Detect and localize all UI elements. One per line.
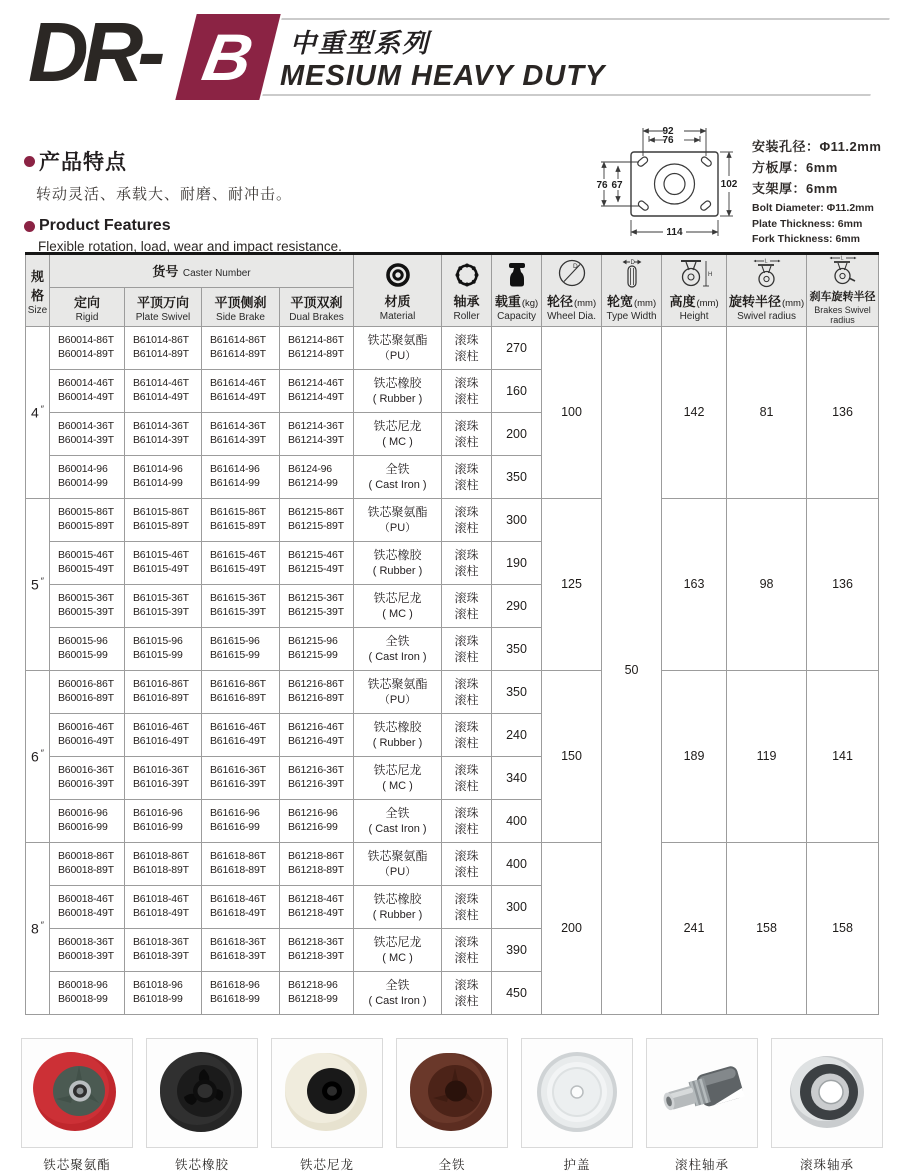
page-header xyxy=(0,5,900,108)
gallery-item xyxy=(21,1038,133,1173)
wheel-dia-cell: 100 xyxy=(542,327,602,499)
gallery-item xyxy=(771,1038,883,1173)
side-brake-cell: B61618-46T B61618-49T xyxy=(202,886,280,929)
col-type-width: D 轮宽(mm) Type Width xyxy=(602,254,662,327)
rigid-cell: B60014-86T B60014-89T xyxy=(50,327,125,370)
capacity-cell: 190 xyxy=(492,542,542,585)
spec-line: Plate Thickness: 6mm xyxy=(752,217,863,230)
gallery-item xyxy=(271,1038,383,1173)
roller-cell: 滚珠 滚柱 xyxy=(442,542,492,585)
gallery-label: 滚珠轴承 xyxy=(799,1158,854,1172)
roller-cell: 滚珠 滚柱 xyxy=(442,327,492,370)
size-cell: 6 ″ xyxy=(26,671,50,843)
col-height: H 高度(mm) Height xyxy=(662,254,727,327)
material-cell: 全铁 ( Cast Iron ) xyxy=(354,972,442,1015)
col-swivel-radius: L 旋转半径(mm) Swivel radius xyxy=(727,254,807,327)
side-brake-cell: B61614-86T B61614-89T xyxy=(202,327,280,370)
rigid-cell: B60018-36T B60018-39T xyxy=(50,929,125,972)
series-banner xyxy=(264,18,880,96)
col-rigid: 定向 Rigid xyxy=(50,288,125,327)
capacity-cell: 400 xyxy=(492,843,542,886)
gallery-label: 全铁 xyxy=(438,1158,466,1172)
dual-brakes-cell: B61214-86T B61214-89T xyxy=(280,327,354,370)
plate-swivel-cell: B61014-86T B61014-89T xyxy=(125,327,202,370)
series-title-en: MESIUM HEAVY DUTY xyxy=(280,60,606,92)
material-cell: 铁芯聚氨酯 （PU） xyxy=(354,671,442,714)
brakes-swivel-radius-cell: 141 xyxy=(807,671,879,843)
wheel-dia-cell: 125 xyxy=(542,499,602,671)
plate-swivel-cell: B61016-36T B61016-39T xyxy=(125,757,202,800)
logo-dr-text: DR- xyxy=(28,5,160,99)
capacity-cell: 350 xyxy=(492,628,542,671)
roller-cell: 滚珠 滚柱 xyxy=(442,714,492,757)
dual-brakes-cell: B61215-36T B61215-39T xyxy=(280,585,354,628)
features-title-en: Product Features xyxy=(39,217,171,234)
plate-swivel-cell: B61015-46T B61015-49T xyxy=(125,542,202,585)
gallery-item xyxy=(521,1038,633,1173)
plate-swivel-cell: B61014-36T B61014-39T xyxy=(125,413,202,456)
col-caster-number: 货号 Caster Number xyxy=(50,254,354,288)
roller-cell: 滚珠 滚柱 xyxy=(442,628,492,671)
plate-swivel-cell: B61018-46T B61018-49T xyxy=(125,886,202,929)
spec-line: 方板厚：6mm xyxy=(752,160,838,175)
pu-wheel-image xyxy=(21,1038,133,1148)
col-plate-swivel: 平顶万向 Plate Swivel xyxy=(125,288,202,327)
col-size: 规格 Size xyxy=(26,254,50,327)
dual-brakes-cell: B61216-36T B61216-39T xyxy=(280,757,354,800)
nylon-wheel-image xyxy=(271,1038,383,1148)
logo-b-letter: B xyxy=(197,20,259,94)
material-cell: 铁芯橡胶 ( Rubber ) xyxy=(354,370,442,413)
capacity-cell: 290 xyxy=(492,585,542,628)
side-brake-cell: B61614-96 B61614-99 xyxy=(202,456,280,499)
roller-cell: 滚珠 滚柱 xyxy=(442,843,492,886)
capacity-cell: 450 xyxy=(492,972,542,1015)
dual-brakes-cell: B61216-86T B61216-89T xyxy=(280,671,354,714)
col-roller: 轴承 Roller xyxy=(442,254,492,327)
swivel-radius-cell: 81 xyxy=(727,327,807,499)
plate-specs xyxy=(752,140,881,250)
weight-icon xyxy=(492,259,541,289)
brake-swivel-radius-icon xyxy=(807,256,878,286)
svg-text:L: L xyxy=(840,255,844,262)
side-brake-cell: B61615-96 B61615-99 xyxy=(202,628,280,671)
roller-cell: 滚珠 滚柱 xyxy=(442,972,492,1015)
height-cell: 142 xyxy=(662,327,727,499)
col-wheel-dia: D 轮径(mm) Wheel Dia. xyxy=(542,254,602,327)
col-material: 材质 Material xyxy=(354,254,442,327)
material-icon xyxy=(354,259,441,289)
capacity-cell: 400 xyxy=(492,800,542,843)
dim-top-inner: 76 xyxy=(662,135,674,146)
spec-line: Bolt Diameter: Φ11.2mm xyxy=(752,202,874,214)
rigid-cell: B60018-86T B60018-89T xyxy=(50,843,125,886)
material-cell: 铁芯尼龙 ( MC ) xyxy=(354,585,442,628)
swivel-radius-cell: 119 xyxy=(727,671,807,843)
spec-row xyxy=(26,843,879,886)
capacity-cell: 350 xyxy=(492,456,542,499)
plate-swivel-cell: B61015-86T B61015-89T xyxy=(125,499,202,542)
roller-cell: 滚珠 滚柱 xyxy=(442,499,492,542)
spec-table xyxy=(25,252,879,1015)
brakes-swivel-radius-cell: 158 xyxy=(807,843,879,1015)
side-brake-cell: B61615-46T B61615-49T xyxy=(202,542,280,585)
rigid-cell: B60018-96 B60018-99 xyxy=(50,972,125,1015)
capacity-cell: 240 xyxy=(492,714,542,757)
dual-brakes-cell: B6124-96 B61214-99 xyxy=(280,456,354,499)
dual-brakes-cell: B61214-46T B61214-49T xyxy=(280,370,354,413)
material-cell: 铁芯尼龙 ( MC ) xyxy=(354,413,442,456)
bullet-icon xyxy=(24,221,35,232)
material-cell: 铁芯聚氨酯 （PU） xyxy=(354,843,442,886)
plate-swivel-cell: B61018-86T B61018-89T xyxy=(125,843,202,886)
spec-row xyxy=(26,499,879,542)
roller-bearing-image xyxy=(646,1038,758,1148)
size-cell: 5 ″ xyxy=(26,499,50,671)
gallery-label: 铁芯聚氨酯 xyxy=(43,1158,111,1172)
rigid-cell: B60015-46T B60015-49T xyxy=(50,542,125,585)
roller-cell: 滚珠 滚柱 xyxy=(442,585,492,628)
wheel-dia-cell: 150 xyxy=(542,671,602,843)
roller-cell: 滚珠 滚柱 xyxy=(442,456,492,499)
rigid-cell: B60018-46T B60018-49T xyxy=(50,886,125,929)
bullet-icon xyxy=(24,156,35,167)
dim-right: 102 xyxy=(720,179,738,190)
plate-swivel-cell: B61015-36T B61015-39T xyxy=(125,585,202,628)
roller-cell: 滚珠 滚柱 xyxy=(442,929,492,972)
height-cell: 163 xyxy=(662,499,727,671)
svg-text:L: L xyxy=(764,258,768,265)
iron-wheel-image xyxy=(396,1038,508,1148)
spec-line: 支架厚：6mm xyxy=(752,181,838,196)
side-brake-cell: B61618-96 B61618-99 xyxy=(202,972,280,1015)
plate-swivel-cell: B61015-96 B61015-99 xyxy=(125,628,202,671)
mounting-plate-drawing xyxy=(593,124,751,253)
dual-brakes-cell: B61215-96 B61215-99 xyxy=(280,628,354,671)
height-cell: 241 xyxy=(662,843,727,1015)
bearing-icon xyxy=(442,259,491,289)
roller-cell: 滚珠 滚柱 xyxy=(442,413,492,456)
features-section xyxy=(24,146,544,254)
plate-swivel-cell: B61018-96 B61018-99 xyxy=(125,972,202,1015)
gallery-label: 铁芯尼龙 xyxy=(299,1158,354,1172)
material-cell: 全铁 ( Cast Iron ) xyxy=(354,456,442,499)
dual-brakes-cell: B61218-46T B61218-49T xyxy=(280,886,354,929)
dual-brakes-cell: B61216-96 B61216-99 xyxy=(280,800,354,843)
material-cell: 铁芯尼龙 ( MC ) xyxy=(354,929,442,972)
swivel-radius-cell: 158 xyxy=(727,843,807,1015)
gallery-label: 铁芯橡胶 xyxy=(174,1158,229,1172)
dual-brakes-cell: B61218-86T B61218-89T xyxy=(280,843,354,886)
capacity-cell: 300 xyxy=(492,499,542,542)
side-brake-cell: B61615-86T B61615-89T xyxy=(202,499,280,542)
dim-top-outer: 92 xyxy=(662,126,674,137)
svg-text:D: D xyxy=(630,260,635,266)
height-cell: 189 xyxy=(662,671,727,843)
side-brake-cell: B61618-86T B61618-89T xyxy=(202,843,280,886)
spec-row xyxy=(26,327,879,370)
dim-left-inner: 67 xyxy=(611,180,623,191)
gallery-label: 滚柱轴承 xyxy=(674,1158,729,1172)
rigid-cell: B60016-46T B60016-49T xyxy=(50,714,125,757)
rigid-cell: B60014-96 B60014-99 xyxy=(50,456,125,499)
col-brakes-swivel-radius: L 刹车旋转半径 Brakes Swivel radius xyxy=(807,254,879,327)
gallery-item xyxy=(396,1038,508,1173)
size-cell: 4 ″ xyxy=(26,327,50,499)
capacity-cell: 300 xyxy=(492,886,542,929)
roller-cell: 滚珠 滚柱 xyxy=(442,757,492,800)
ball-bearing-image xyxy=(771,1038,883,1148)
dual-brakes-cell: B61214-36T B61214-39T xyxy=(280,413,354,456)
dual-brakes-cell: B61216-46T B61216-49T xyxy=(280,714,354,757)
dual-brakes-cell: B61218-96 B61218-99 xyxy=(280,972,354,1015)
rigid-cell: B60014-36T B60014-39T xyxy=(50,413,125,456)
gallery-item xyxy=(646,1038,758,1173)
rigid-cell: B60015-96 B60015-99 xyxy=(50,628,125,671)
dual-brakes-cell: B61215-86T B61215-89T xyxy=(280,499,354,542)
plate-swivel-cell: B61014-96 B61014-99 xyxy=(125,456,202,499)
capacity-cell: 340 xyxy=(492,757,542,800)
plate-swivel-cell: B61016-46T B61016-49T xyxy=(125,714,202,757)
side-brake-cell: B61616-96 B61616-99 xyxy=(202,800,280,843)
roller-cell: 滚珠 滚柱 xyxy=(442,886,492,929)
side-brake-cell: B61614-46T B61614-49T xyxy=(202,370,280,413)
features-title-cn: 产品特点 xyxy=(39,151,127,174)
material-cell: 铁芯橡胶 ( Rubber ) xyxy=(354,886,442,929)
rubber-wheel-image xyxy=(146,1038,258,1148)
side-brake-cell: B61616-86T B61616-89T xyxy=(202,671,280,714)
material-cell: 铁芯橡胶 ( Rubber ) xyxy=(354,714,442,757)
rigid-cell: B60016-86T B60016-89T xyxy=(50,671,125,714)
material-cell: 全铁 ( Cast Iron ) xyxy=(354,800,442,843)
wheel-dia-cell: 200 xyxy=(542,843,602,1015)
material-cell: 铁芯橡胶 ( Rubber ) xyxy=(354,542,442,585)
capacity-cell: 390 xyxy=(492,929,542,972)
brakes-swivel-radius-cell: 136 xyxy=(807,327,879,499)
svg-text:D: D xyxy=(572,263,578,270)
rigid-cell: B60015-36T B60015-39T xyxy=(50,585,125,628)
spec-row xyxy=(26,671,879,714)
features-desc-cn: 转动灵活、承载大、耐磨、耐冲击。 xyxy=(36,186,293,203)
dim-left-outer: 76 xyxy=(596,180,608,191)
rigid-cell: B60016-96 B60016-99 xyxy=(50,800,125,843)
side-brake-cell: B61616-46T B61616-49T xyxy=(202,714,280,757)
col-capacity: 载重(kg) Capacity xyxy=(492,254,542,327)
type-width-cell: 50 xyxy=(602,327,662,1015)
gallery-item xyxy=(146,1038,258,1173)
wheel-diameter-icon xyxy=(542,259,601,289)
plate-swivel-cell: B61016-86T B61016-89T xyxy=(125,671,202,714)
side-brake-cell: B61614-36T B61614-39T xyxy=(202,413,280,456)
roller-cell: 滚珠 滚柱 xyxy=(442,671,492,714)
spec-line: 安装孔径：Φ11.2mm xyxy=(752,139,882,154)
features-desc-en: Flexible rotation, load, wear and impact resistance. xyxy=(38,239,342,254)
spec-line: Fork Thickness: 6mm xyxy=(752,233,860,245)
capacity-cell: 160 xyxy=(492,370,542,413)
brakes-swivel-radius-cell: 136 xyxy=(807,499,879,671)
swivel-radius-icon xyxy=(727,259,806,289)
gallery-label: 护盖 xyxy=(563,1158,591,1172)
rigid-cell: B60014-46T B60014-49T xyxy=(50,370,125,413)
plate-swivel-cell: B61016-96 B61016-99 xyxy=(125,800,202,843)
roller-cell: 滚珠 滚柱 xyxy=(442,370,492,413)
material-cell: 铁芯聚氨酯 （PU） xyxy=(354,499,442,542)
col-side-brake: 平顶侧刹 Side Brake xyxy=(202,288,280,327)
capacity-cell: 270 xyxy=(492,327,542,370)
capacity-cell: 350 xyxy=(492,671,542,714)
capacity-cell: 200 xyxy=(492,413,542,456)
swivel-radius-cell: 98 xyxy=(727,499,807,671)
material-cell: 全铁 ( Cast Iron ) xyxy=(354,628,442,671)
side-brake-cell: B61615-36T B61615-39T xyxy=(202,585,280,628)
size-cell: 8 ″ xyxy=(26,843,50,1015)
material-cell: 铁芯聚氨酯 （PU） xyxy=(354,327,442,370)
dual-brakes-cell: B61218-36T B61218-39T xyxy=(280,929,354,972)
wheel-width-icon xyxy=(602,259,661,289)
dim-bottom: 114 xyxy=(666,227,683,238)
product-gallery xyxy=(21,1038,885,1173)
svg-text:H: H xyxy=(708,272,713,278)
side-brake-cell: B61616-36T B61616-39T xyxy=(202,757,280,800)
plate-swivel-cell: B61014-46T B61014-49T xyxy=(125,370,202,413)
col-dual-brakes: 平顶双刹 Dual Brakes xyxy=(280,288,354,327)
series-title-cn: 中重型系列 xyxy=(290,28,431,58)
side-brake-cell: B61618-36T B61618-39T xyxy=(202,929,280,972)
plate-swivel-cell: B61018-36T B61018-39T xyxy=(125,929,202,972)
dual-brakes-cell: B61215-46T B61215-49T xyxy=(280,542,354,585)
material-cell: 铁芯尼龙 ( MC ) xyxy=(354,757,442,800)
rigid-cell: B60015-86T B60015-89T xyxy=(50,499,125,542)
dust-cover-image xyxy=(521,1038,633,1148)
rigid-cell: B60016-36T B60016-39T xyxy=(50,757,125,800)
spec-table-body xyxy=(26,327,879,1015)
caster-height-icon xyxy=(662,259,726,289)
roller-cell: 滚珠 滚柱 xyxy=(442,800,492,843)
